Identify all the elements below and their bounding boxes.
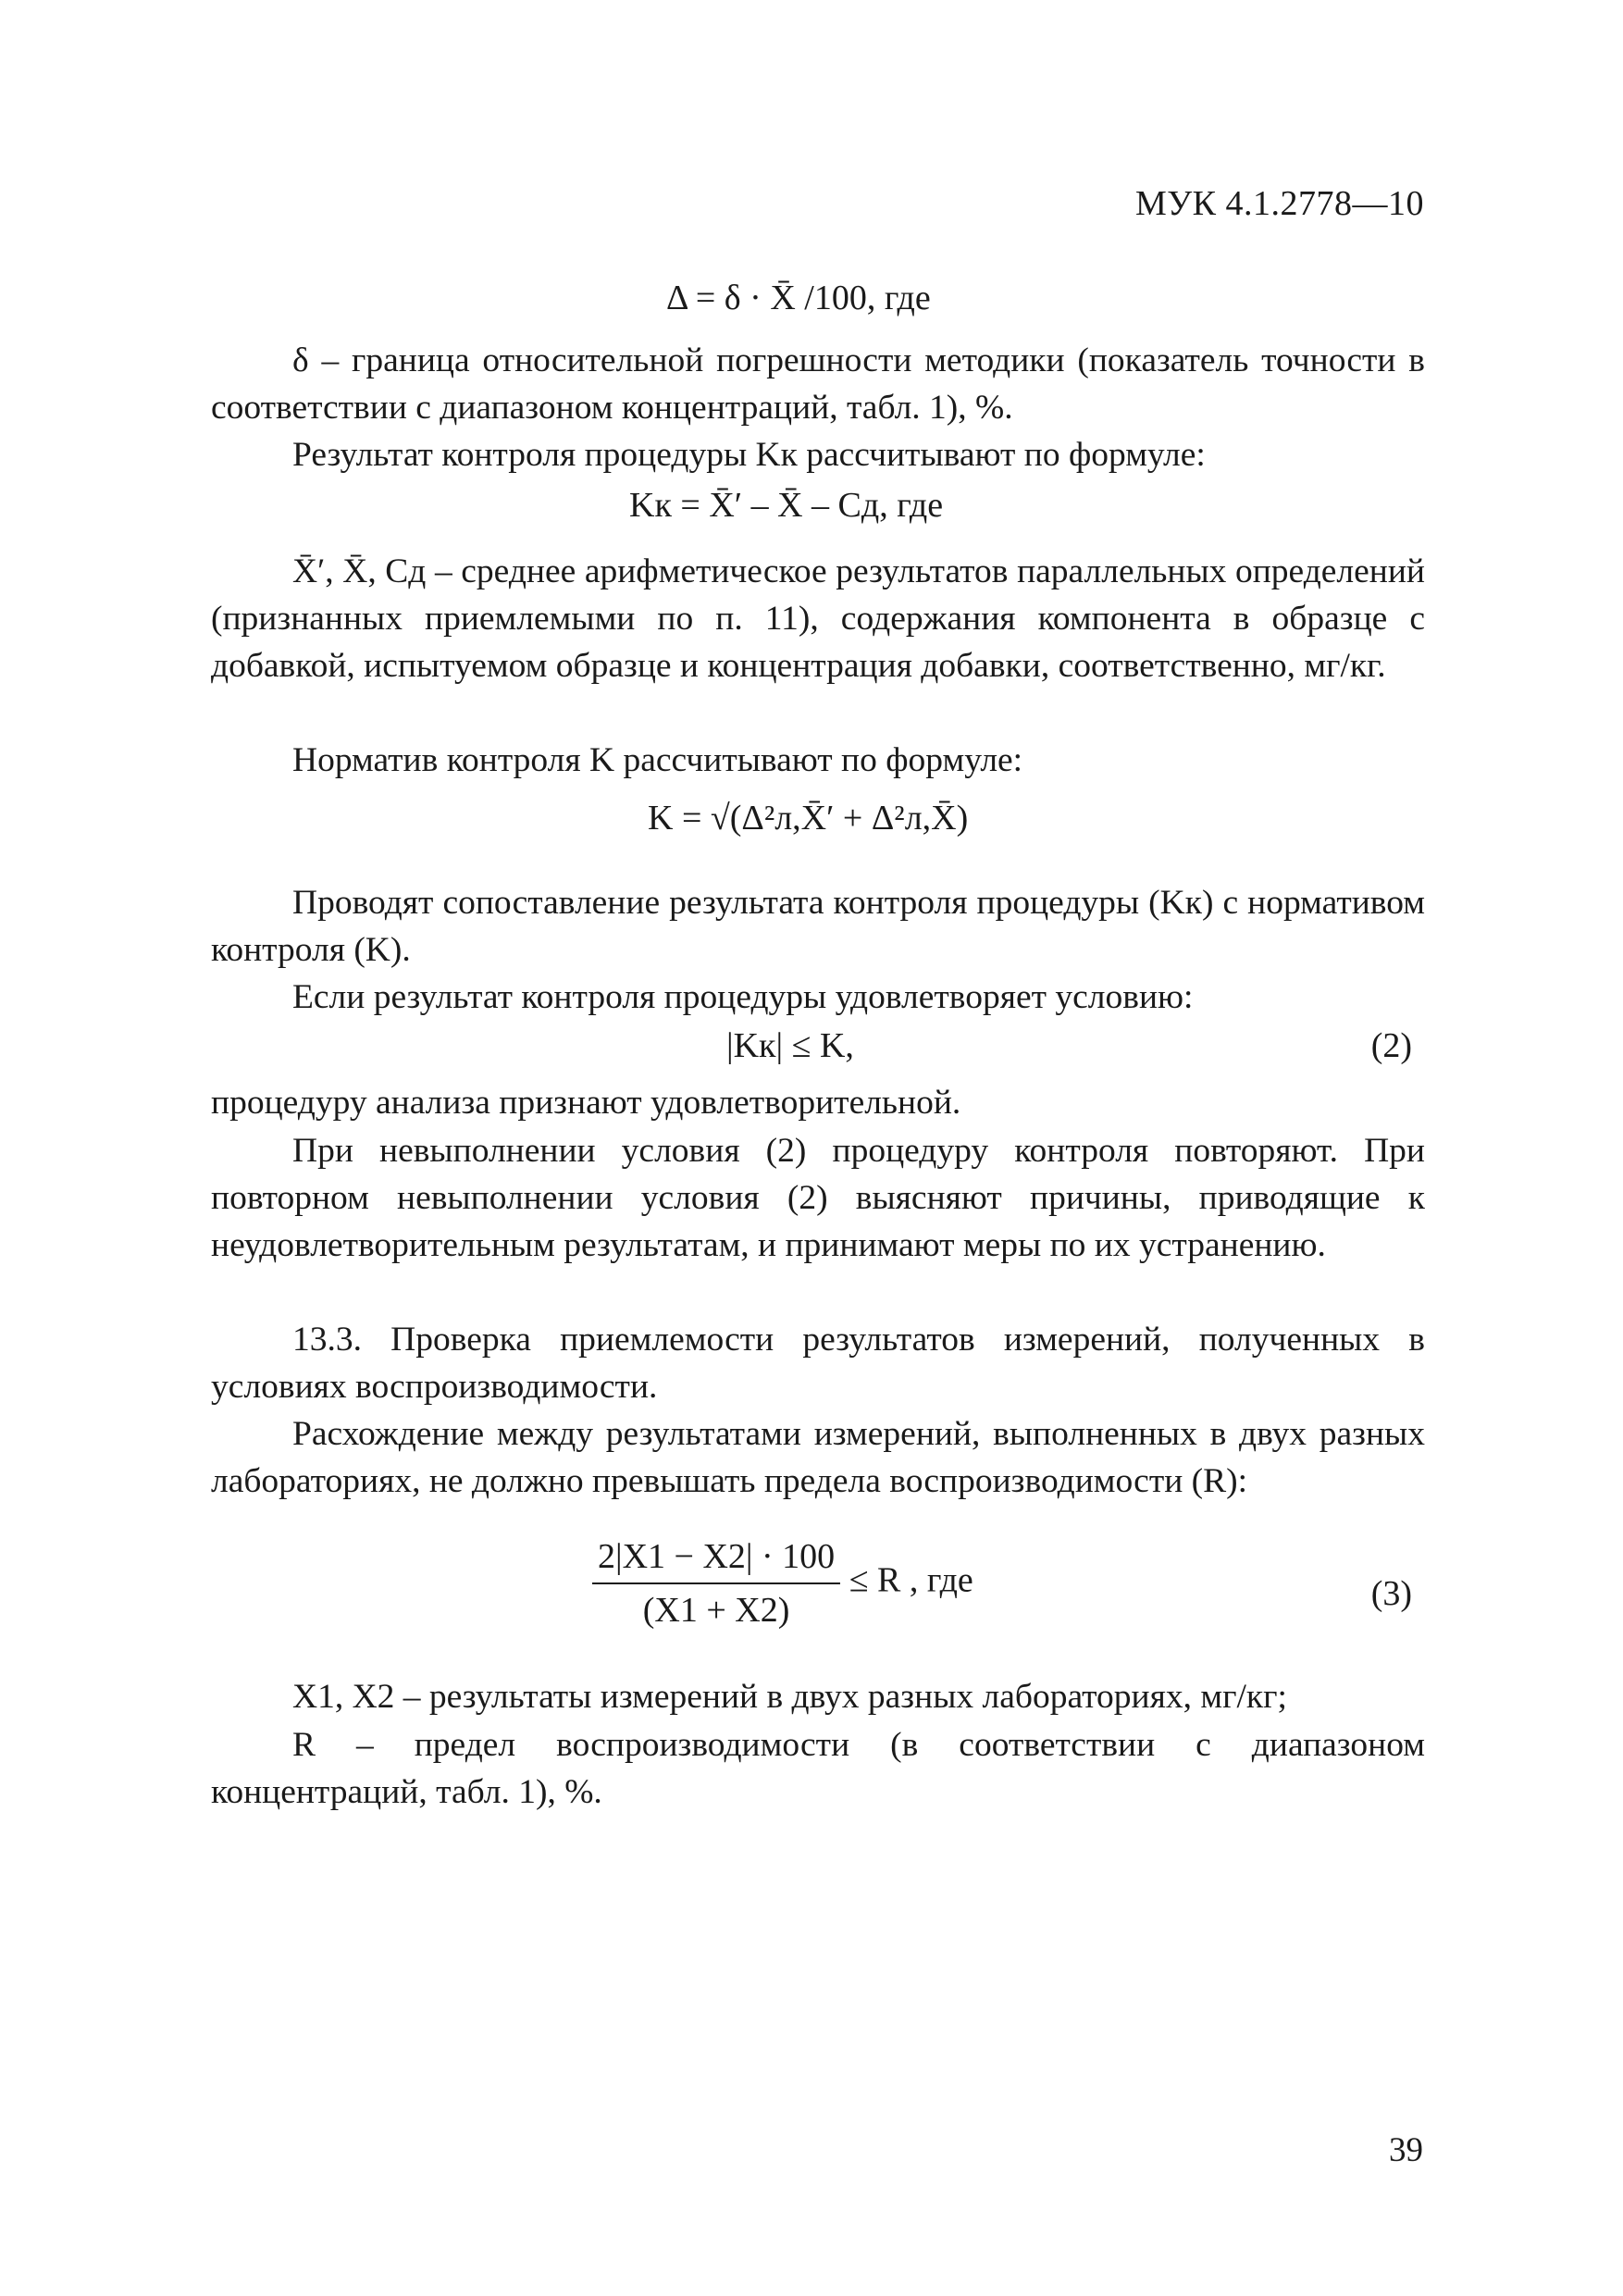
- paragraph-comparison: Проводят сопоставление результата контроля процедуры (Kк) с нормативом контроля (K).: [211, 884, 1425, 969]
- paragraph-delta-definition: δ – граница относительной погрешности методики (показатель точности в соответствии с диапазоном концентраций, табл. 1), %.: [211, 341, 1425, 427]
- paragraph-satisfactory: процедуру анализа признают удовлетворительной.: [211, 1084, 961, 1122]
- equation-number-2: (2): [1370, 1026, 1412, 1065]
- formula-condition-2: |Kк| ≤ K,: [726, 1026, 854, 1065]
- equation-number-3: (3): [1370, 1574, 1412, 1613]
- formula-k: K = √(Δ²л,X̄′ + Δ²л,X̄): [648, 799, 969, 838]
- formula-3: [592, 1536, 973, 1631]
- paragraph-variables-definition: X̄′, X̄, Cд – среднее арифметическое результатов параллельных определений (признанных приемлемыми по п. 11), содержания компонента в образце с добавкой, испытуемом образце и концентрация добавки, соответственно, мг/кг.: [211, 552, 1425, 685]
- formula-3-tail: ≤ R , где: [849, 1560, 973, 1600]
- document-code-header: МУК 4.1.2778—10: [1134, 184, 1424, 223]
- paragraph-r-definition: R – предел воспроизводимости (в соответствии с диапазоном концентраций, табл. 1), %.: [211, 1726, 1425, 1811]
- paragraph-x1-x2-definition: X1, X2 – результаты измерений в двух разных лабораториях, мг/кг;: [292, 1678, 1287, 1716]
- formula-kk: Kк = X̄′ – X̄ – Cд, где: [629, 486, 944, 525]
- paragraph-condition-intro: Если результат контроля процедуры удовлетворяет условию:: [292, 978, 1194, 1016]
- paragraph-section-13-3: 13.3. Проверка приемлемости результатов измерений, полученных в условиях воспроизводимости.: [211, 1321, 1425, 1406]
- paragraph-kk-intro: Результат контроля процедуры Kк рассчитывают по формуле:: [292, 436, 1206, 474]
- page-number: 39: [1389, 2131, 1423, 2169]
- formula-3-denominator: (X1 + X2): [642, 1591, 790, 1630]
- paragraph-reproducibility: Расхождение между результатами измерений, выполненных в двух разных лабораториях, не должно превышать предела воспроизводимости (R):: [211, 1415, 1425, 1500]
- formula-delta: Δ = δ · X̄ /100, где: [666, 279, 931, 317]
- paragraph-nonfulfillment: При невыполнении условия (2) процедуру контроля повторяют. При повторном невыполнении условия (2) выясняют причины, приводящие к неудовлетворительным результатам, и принимают меры по их устранению.: [211, 1132, 1425, 1264]
- formula-3-numerator: 2|X1 − X2| · 100: [592, 1536, 840, 1584]
- formula-3-fraction: [592, 1536, 840, 1631]
- paragraph-k-intro: Норматив контроля K рассчитывают по формуле:: [292, 741, 1023, 779]
